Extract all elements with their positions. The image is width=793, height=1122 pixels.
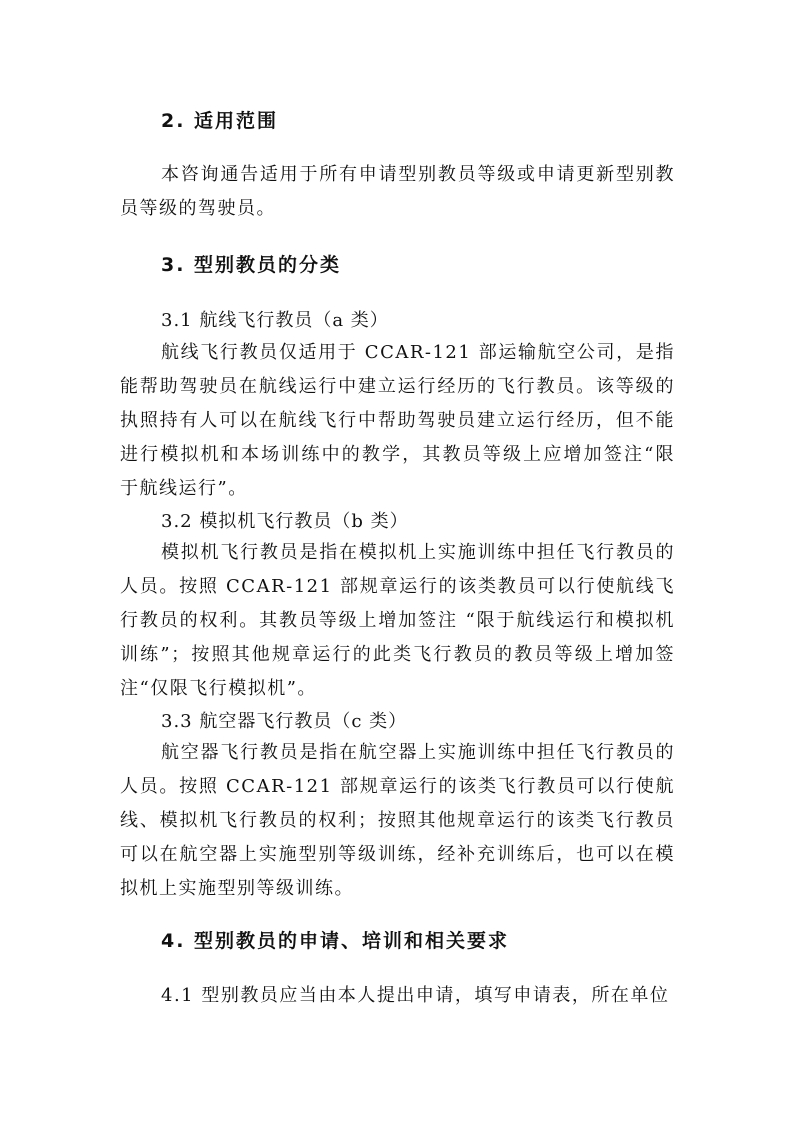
subsection-3-1-title: 3.1 航线飞行教员（a 类） [161,310,389,331]
subsection-3-2-title: 3.2 模拟机飞行教员（b 类） [161,511,409,532]
section-2-heading: 2. 适用范围 [161,110,279,132]
subsection-3-1-paragraph: 航线飞行教员仅适用于 CCAR-121 部运输航空公司，是指能帮助驾驶员在航线运行中建立运行经历的飞行教员。该等级的执照持有人可以在航线飞行中帮助驾驶员建立运行经历，但不能进行模拟机和本场训练中的教学，其教员等级上应增加签注“限于航线运行”。 [120,342,675,499]
section-3-heading: 3. 型别教员的分类 [161,254,342,276]
subsection-3-3-title: 3.3 航空器飞行教员（c 类） [161,711,408,732]
subsection-3-2-paragraph: 模拟机飞行教员是指在模拟机上实施训练中担任飞行教员的人员。按照 CCAR-121 部规章运行的该类教员可以行使航线飞行教员的权利。其教员等级上增加签注 “限于航线运行和模拟机训练”；按照其他规章运行的此类飞行教员的教员等级上增加签注“仅限飞行模拟机”。 [120,542,675,699]
section-4-paragraph: 4.1 型别教员应当由本人提出申请，填写申请表，所在单位 [161,985,670,1006]
subsection-3-3-paragraph: 航空器飞行教员是指在航空器上实施训练中担任飞行教员的人员。按照 CCAR-121 部规章运行的该类飞行教员可以行使航线、模拟机飞行教员的权利；按照其他规章运行的该类飞行教员可以在航空器上实施型别等级训练，经补充训练后，也可以在模拟机上实施型别等级训练。 [120,742,675,899]
section-2-paragraph: 本咨询通告适用于所有申请型别教员等级或申请更新型别教员等级的驾驶员。 [120,164,675,219]
section-4-heading: 4. 型别教员的申请、培训和相关要求 [161,930,510,952]
